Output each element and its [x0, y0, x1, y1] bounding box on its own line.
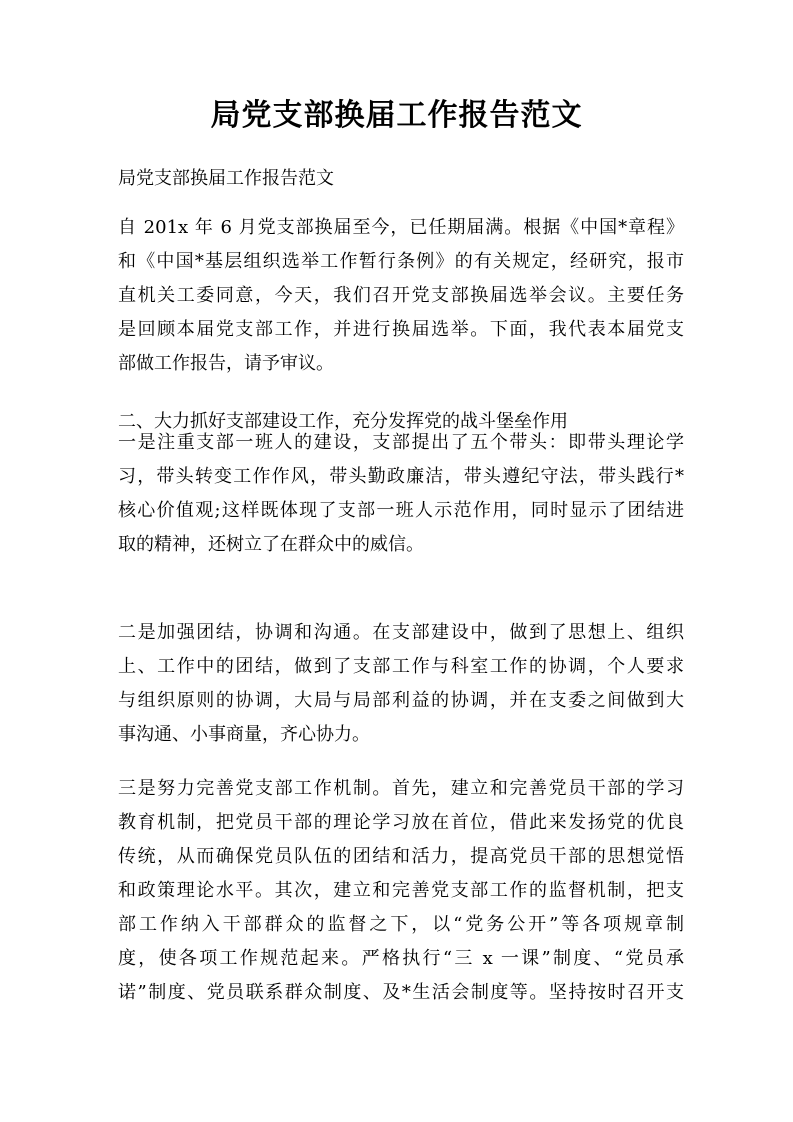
paragraph-line: 二是加强团结，协调和沟通。在支部建设中，做到了思想上、组织	[118, 622, 684, 643]
paragraph-line: 是回顾本届党支部工作，并进行换届选举。下面，我代表本届党支	[118, 319, 684, 340]
section-heading-text: 二、大力抓好支部建设工作，充分发挥党的战斗堡垒作用	[118, 411, 568, 432]
paragraph-line: 上、工作中的团结，做到了支部工作与科室工作的协调，个人要求	[118, 656, 684, 677]
paragraph-line: 部做工作报告，请予审议。	[118, 353, 334, 374]
paragraph-line: 自 201x 年 6 月党支部换届至今，已任期届满。根据《中国*章程》	[118, 217, 684, 238]
paragraph-line: 和《中国*基层组织选举工作暂行条例》的有关规定，经研究，报市	[118, 251, 684, 272]
paragraph-point-two	[118, 616, 684, 752]
paragraph-line: 取的精神，还树立了在群众中的威信。	[118, 534, 424, 555]
paragraph-line: 部工作纳入干部群众的监督之下，以“党务公开”等各项规章制	[118, 914, 684, 935]
document-title: 局党支部换届工作报告范文	[210, 98, 583, 133]
paragraph-intro	[118, 211, 684, 381]
paragraph-line: 习，带头转变工作作风，带头勤政廉洁，带头遵纪守法，带头践行*	[118, 466, 684, 487]
paragraph-line: 教育机制，把党员干部的理论学习放在首位，借此来发扬党的优良	[118, 812, 684, 833]
paragraph-point-one	[118, 426, 684, 562]
paragraph-line: 三是努力完善党支部工作机制。首先，建立和完善党员干部的学习	[118, 778, 684, 799]
paragraph-line: 和政策理论水平。其次，建立和完善党支部工作的监督机制，把支	[118, 880, 684, 901]
paragraph-line: 诺”制度、党员联系群众制度、及*生活会制度等。坚持按时召开支	[118, 982, 684, 1003]
paragraph-line: 一是注重支部一班人的建设，支部提出了五个带头：即带头理论学	[118, 432, 684, 453]
paragraph-point-three	[118, 772, 684, 1010]
paragraph-line: 度，使各项工作规范起来。严格执行“三 x 一课”制度、“党员承	[118, 948, 684, 969]
paragraph-line: 直机关工委同意，今天，我们召开党支部换届选举会议。主要任务	[118, 285, 684, 306]
paragraph-line: 与组织原则的协调，大局与局部利益的协调，并在支委之间做到大	[118, 690, 684, 711]
paragraph-line: 传统，从而确保党员队伍的团结和活力，提高党员干部的思想觉悟	[118, 846, 684, 867]
paragraph-line: 事沟通、小事商量，齐心协力。	[118, 724, 370, 745]
paragraph-line: 核心价值观;这样既体现了支部一班人示范作用，同时显示了团结进	[118, 500, 684, 521]
document-subtitle: 局党支部换届工作报告范文	[118, 168, 334, 189]
